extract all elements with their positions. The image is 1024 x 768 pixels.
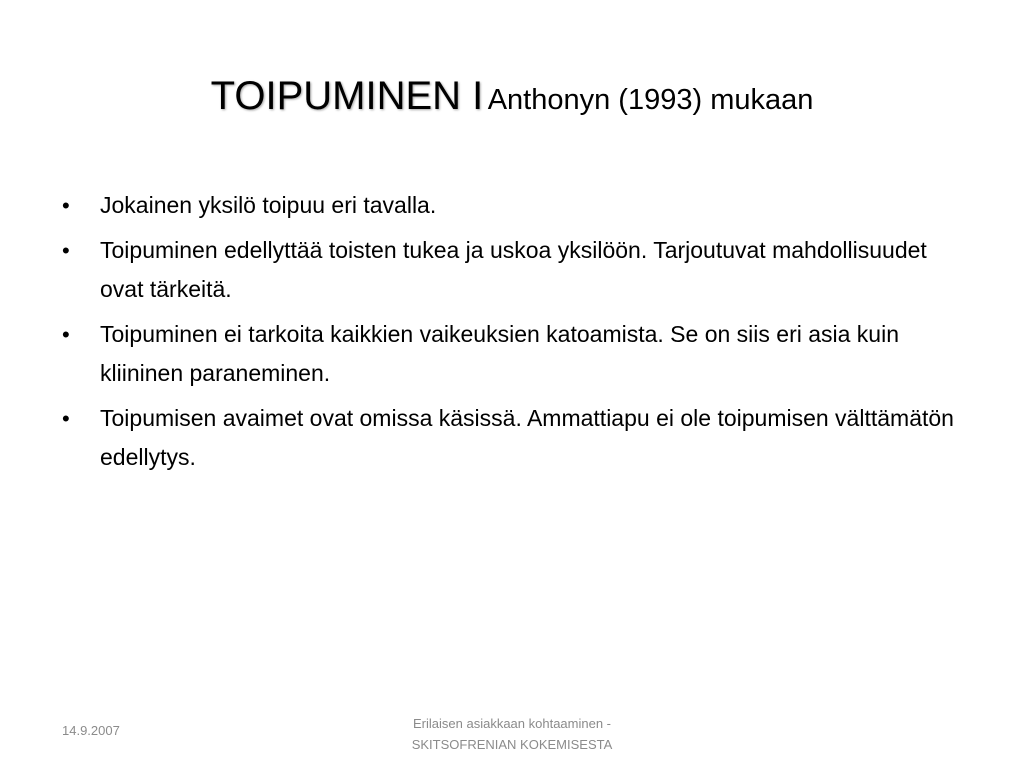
slide-title xyxy=(0,74,1024,118)
bullet-text: Toipuminen ei tarkoita kaikkien vaikeuksien katoamista. Se on siis eri asia kuin kliininen paraneminen. xyxy=(100,321,900,386)
bullet-text: Toipuminen edellyttää toisten tukea ja uskoa yksilöön. Tarjoutuvat mahdollisuudet ovat tärkeitä. xyxy=(100,237,927,302)
bullet-icon: • xyxy=(62,322,70,347)
footer-date: 14.9.2007 xyxy=(62,723,120,738)
bullet-item xyxy=(62,399,962,477)
bullet-text: Jokainen yksilö toipuu eri tavalla. xyxy=(100,192,437,218)
bullet-list xyxy=(62,186,962,483)
bullet-icon: • xyxy=(62,238,70,263)
slide-title-main: TOIPUMINEN I xyxy=(210,74,484,118)
bullet-item xyxy=(62,186,962,225)
footer-title-line-1: Erilaisen asiakkaan kohtaaminen - xyxy=(413,716,611,731)
bullet-icon: • xyxy=(62,193,70,218)
slide-title-subtitle: Anthonyn (1993) mukaan xyxy=(487,84,814,116)
footer-title xyxy=(362,713,662,755)
bullet-icon: • xyxy=(62,406,70,431)
bullet-item xyxy=(62,315,962,393)
footer-title-line-2: SKITSOFRENIAN KOKEMISESTA xyxy=(411,737,613,752)
bullet-item xyxy=(62,231,962,309)
bullet-text: Toipumisen avaimet ovat omissa käsissä. Ammattiapu ei ole toipumisen välttämätön edellytys. xyxy=(100,405,954,470)
